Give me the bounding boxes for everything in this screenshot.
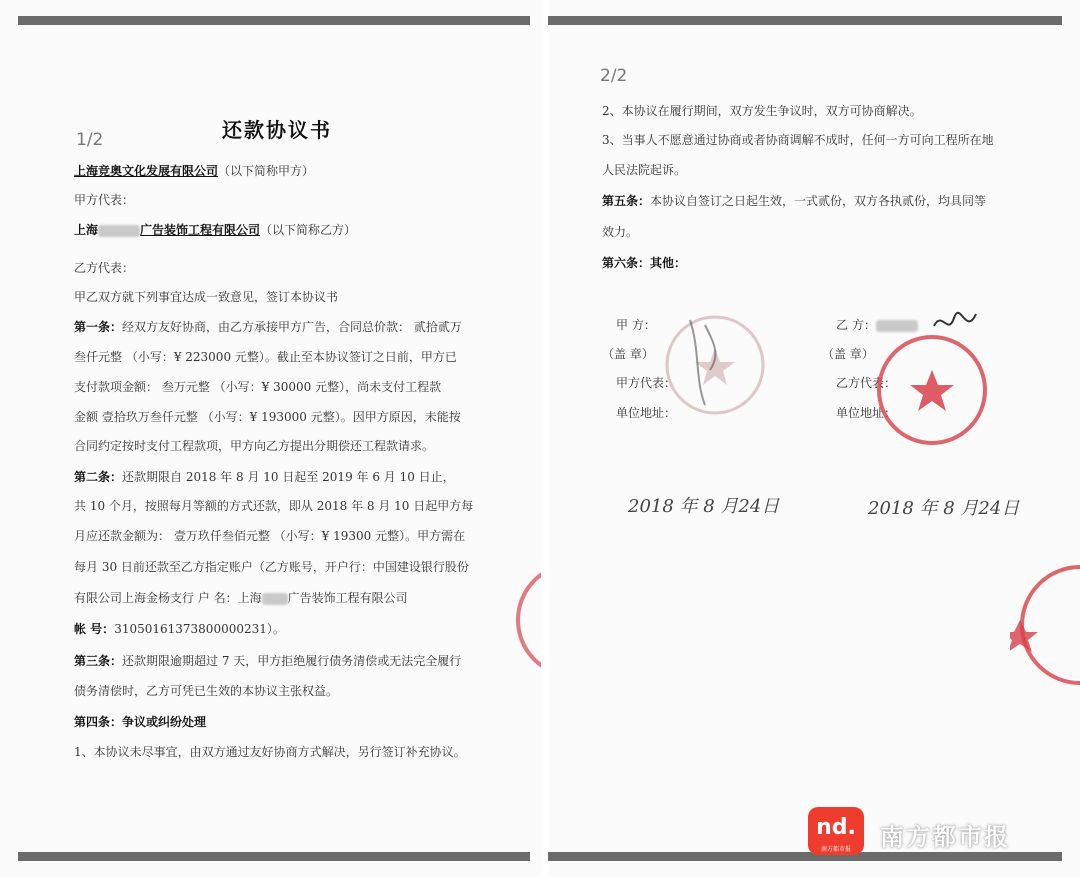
- article-1-line-4: 金额 壹拾玖万叁仟元整 （小写：¥ 193000 元整）。因甲方原因，未能按: [74, 410, 461, 424]
- intro-line: 甲乙双方就下列事宜达成一致意见，签订本协议书: [74, 290, 339, 304]
- article-3-line-1: [74, 654, 461, 668]
- article-5-label: 第五条：: [602, 194, 651, 208]
- article-5-line-2: 效力。: [602, 225, 639, 239]
- article-3-text: 还款期限逾期超过 7 天，甲方拒绝履行债务清偿或无法完全履行: [122, 654, 462, 668]
- article-6-label: 第六条：: [602, 256, 651, 270]
- party-b-rep-label: 乙方代表：: [836, 376, 897, 390]
- article-1-line-2: 叁仟元整 （小写：¥ 223000 元整）。截止至本协议签订之日前，甲方已: [74, 350, 457, 364]
- party-b-label-text: 乙 方：: [836, 318, 876, 332]
- article-4-text: 争议或纠纷处理: [122, 715, 207, 729]
- article-2-line-5: [74, 591, 408, 605]
- page-2-top-rule: [548, 16, 1062, 25]
- account-holder-text: 有限公司上海金杨支行 户 名：上海: [74, 591, 262, 605]
- page-gutter: [541, 0, 549, 877]
- article-3-line-2: 债务清偿时，乙方可凭已生效的本协议主张权益。: [74, 684, 339, 698]
- party-b-seal: [872, 330, 992, 450]
- nd-logo-icon: [808, 807, 864, 855]
- page-number-2: 2/2: [600, 66, 628, 86]
- party-a-label: 甲 方：: [616, 318, 656, 332]
- partial-seal-right: [1010, 560, 1080, 690]
- party-a-rep-label: 甲方代表：: [616, 376, 677, 390]
- article-6-text: 其他：: [650, 256, 687, 270]
- party-a-address-label: 单位地址：: [616, 406, 677, 420]
- party-b-seal-label: （盖 章）: [822, 347, 874, 361]
- article-2-line-4: 每月 30 日前还款至乙方指定账户（乙方账号，开户行：中国建设银行股份: [74, 560, 469, 574]
- party-a-seal: [660, 310, 770, 420]
- article-2-text: 还款期限自 2018 年 8 月 10 日起至 2019 年 6 月 10 日止，: [122, 470, 455, 484]
- party-b-line: [74, 223, 356, 237]
- article-4-line-4: 人民法院起诉。: [602, 163, 687, 177]
- article-3-label: 第三条：: [74, 654, 123, 668]
- article-4-label: 第四条：: [74, 715, 123, 729]
- page-number-1: 1/2: [76, 130, 104, 150]
- account-number: 31050161373800000231）。: [114, 622, 285, 636]
- article-4-line-2: 2、本协议在履行期间，双方发生争议时，双方可协商解决。: [602, 104, 922, 118]
- party-a-seal-label: （盖 章）: [602, 347, 654, 361]
- article-1-label: 第一条：: [74, 320, 123, 334]
- partial-seal-left: [504, 560, 541, 680]
- article-5-line-1: [602, 194, 986, 208]
- party-b-prefix: 上海: [74, 223, 99, 237]
- party-a-line: [74, 164, 314, 178]
- page-2-bottom-rule: [548, 852, 1062, 861]
- page-2: [549, 0, 1080, 877]
- article-6-line: [602, 256, 686, 270]
- article-2-line-1: [74, 470, 455, 484]
- account-number-label: 帐 号：: [74, 622, 115, 636]
- page-1-top-rule: [18, 16, 530, 25]
- page-1-bottom-rule: [18, 852, 530, 861]
- date-party-b: 2018 年 8 月24日: [868, 498, 1020, 519]
- article-1-line-1: [74, 320, 462, 334]
- party-a-rep-line: 甲方代表：: [74, 193, 135, 207]
- party-a-name: 上海竞奥文化发展有限公司: [74, 164, 219, 178]
- date-party-a: 2018 年 8 月24日: [628, 496, 780, 517]
- party-b-name: 广告装饰工程有限公司: [140, 223, 261, 237]
- article-2-label: 第二条：: [74, 470, 123, 484]
- party-b-signature: [930, 306, 980, 346]
- article-5-text: 本协议自签订之日起生效，一式贰份，双方各执贰份，均具同等: [650, 194, 987, 208]
- article-1-line-5: 合同约定按时支付工程款项，甲方向乙方提出分期偿还工程款请求。: [74, 439, 435, 453]
- redaction: [98, 225, 140, 237]
- document-title: 还款协议书: [222, 118, 332, 142]
- logo-subtitle: 南方都市报: [820, 846, 851, 853]
- article-2-line-2: 共 10 个月，按照每月等额的方式还款，即从 2018 年 8 月 10 日起甲方每: [74, 499, 474, 513]
- redaction: [262, 593, 288, 605]
- party-b-address-label: 单位地址：: [836, 406, 897, 420]
- article-4-line-1: 1、本协议未尽事宜，由双方通过友好协商方式解决，另行签订补充协议。: [74, 745, 466, 759]
- party-b-rep-line: 乙方代表：: [74, 261, 135, 275]
- article-4-heading: [74, 715, 206, 729]
- article-1-line-3: 支付款项金额： 叁万元整 （小写：¥ 30000 元整），尚未支付工程款: [74, 380, 442, 394]
- brand-watermark: 南方都市报: [880, 823, 1010, 851]
- logo-mark: nd.: [816, 815, 856, 840]
- account-number-line: [74, 622, 285, 636]
- article-4-line-3: 3、当事人不愿意通过协商或者协商调解不成时，任何一方可向工程所在地: [602, 133, 994, 147]
- party-a-suffix: （以下简称甲方）: [218, 164, 315, 178]
- article-2-line-3: 月应还款金额为： 壹万玖仟叁佰元整 （小写：¥ 19300 元整）。甲方需在: [74, 529, 466, 543]
- article-1-text: 经双方友好协商，由乙方承接甲方广告，合同总价款： 贰拾贰万: [122, 320, 462, 334]
- party-b-suffix: （以下简称乙方）: [260, 223, 357, 237]
- account-holder-suffix: 广告装饰工程有限公司: [287, 591, 408, 605]
